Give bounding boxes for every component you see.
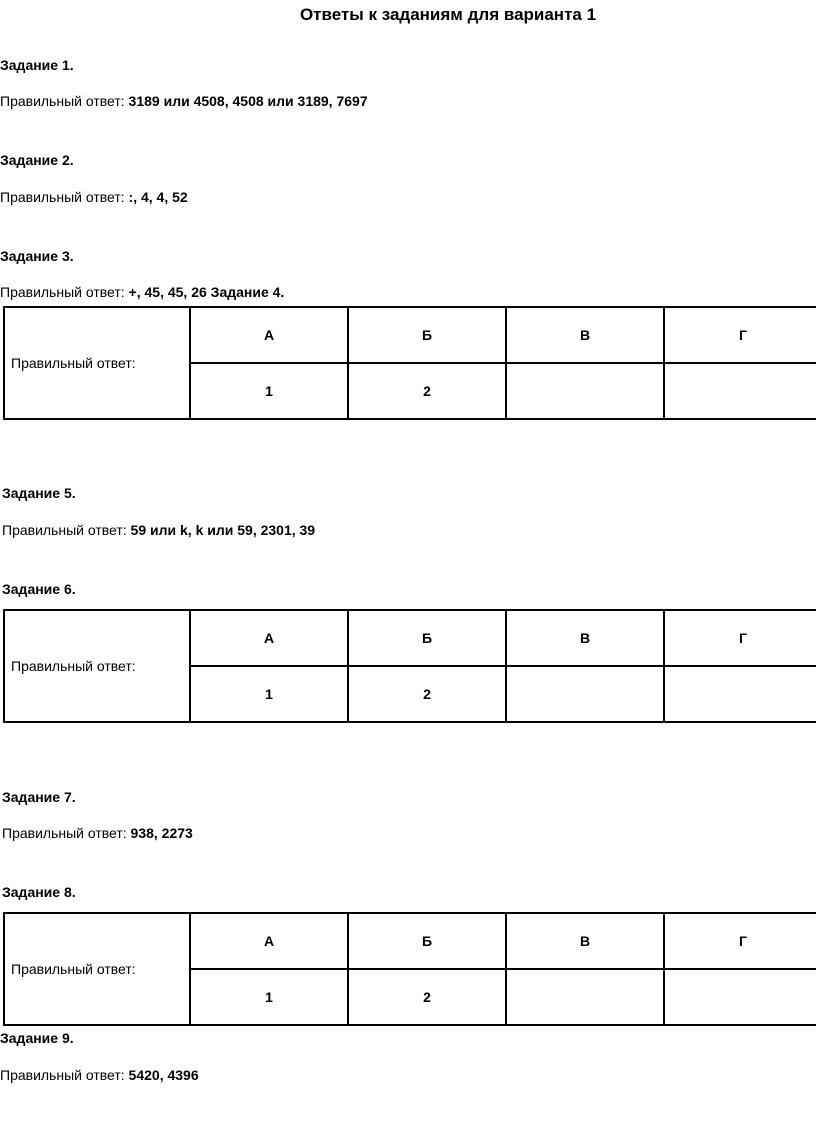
- column-header-a: А: [190, 610, 348, 666]
- task-2-answer-value: :, 4, 4, 52: [128, 189, 188, 205]
- task-1-answer: [0, 93, 368, 109]
- column-header-b: Б: [348, 307, 506, 363]
- task-6-heading: Задание 6.: [2, 581, 76, 597]
- answer-cell-v: [506, 666, 664, 722]
- task-4-answer-table: [3, 306, 816, 420]
- answer-cell-g: [664, 363, 816, 419]
- task-5-heading: Задание 5.: [2, 485, 76, 501]
- column-header-a: А: [190, 307, 348, 363]
- answer-cell-a: 1: [190, 363, 348, 419]
- answer-label: Правильный ответ:: [4, 610, 190, 722]
- column-header-v: В: [506, 913, 664, 969]
- task-3-answer-value: +, 45, 45, 26: [128, 284, 207, 300]
- task-1-heading: Задание 1.: [0, 57, 74, 73]
- answer-label: Правильный ответ:: [4, 913, 190, 1025]
- answer-label: Правильный ответ:: [4, 307, 190, 419]
- page-title: Ответы к заданиям для варианта 1: [299, 5, 597, 24]
- task-9-answer: [0, 1067, 199, 1083]
- answer-cell-a: 1: [190, 969, 348, 1025]
- answer-cell-a: 1: [190, 666, 348, 722]
- answer-cell-v: [506, 363, 664, 419]
- column-header-v: В: [506, 307, 664, 363]
- column-header-v: В: [506, 610, 664, 666]
- task-9-heading: Задание 9.: [0, 1030, 74, 1046]
- task-7-heading: Задание 7.: [2, 789, 76, 805]
- column-header-b: Б: [348, 913, 506, 969]
- column-header-g: Г: [664, 610, 816, 666]
- task-6-answer-table: [3, 609, 816, 723]
- task-8-answer-table: [3, 912, 816, 1026]
- task-8-heading: Задание 8.: [2, 884, 76, 900]
- column-header-b: Б: [348, 610, 506, 666]
- answer-cell-b: 2: [348, 666, 506, 722]
- task-1-answer-value: 3189 или 4508, 4508 или 3189, 7697: [128, 93, 368, 109]
- answer-cell-b: 2: [348, 363, 506, 419]
- task-5-answer: [2, 522, 315, 538]
- task-7-answer: [2, 825, 193, 841]
- answer-cell-b: 2: [348, 969, 506, 1025]
- answer-prefix: Правильный ответ:: [0, 189, 125, 205]
- column-header-g: Г: [664, 913, 816, 969]
- task-4-heading: Задание 4.: [210, 284, 285, 300]
- task-3-heading: Задание 3.: [0, 248, 74, 264]
- answer-cell-v: [506, 969, 664, 1025]
- answer-prefix: Правильный ответ:: [0, 93, 125, 109]
- task-2-answer: [0, 189, 188, 205]
- answer-cell-g: [664, 666, 816, 722]
- task-3-answer: [0, 284, 284, 300]
- answer-prefix: Правильный ответ:: [0, 284, 125, 300]
- column-header-a: А: [190, 913, 348, 969]
- task-2-heading: Задание 2.: [0, 152, 74, 168]
- answer-prefix: Правильный ответ:: [0, 1067, 125, 1083]
- task-9-answer-value: 5420, 4396: [128, 1067, 199, 1083]
- answer-prefix: Правильный ответ:: [2, 825, 127, 841]
- column-header-g: Г: [664, 307, 816, 363]
- answer-cell-g: [664, 969, 816, 1025]
- answer-prefix: Правильный ответ:: [2, 522, 127, 538]
- task-7-answer-value: 938, 2273: [130, 825, 193, 841]
- task-5-answer-value: 59 или k, k или 59, 2301, 39: [130, 522, 316, 538]
